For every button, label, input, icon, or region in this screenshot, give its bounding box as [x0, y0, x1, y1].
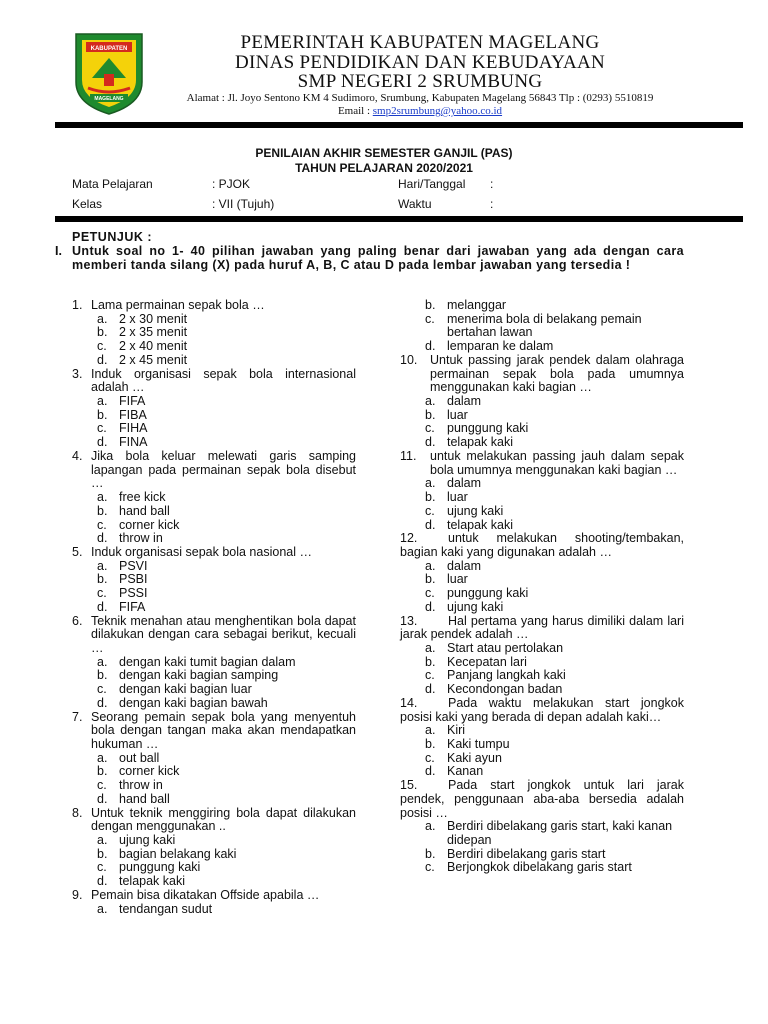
answer-option [72, 560, 356, 574]
answer-option [400, 601, 684, 615]
option-letter: d. [425, 599, 436, 614]
option-letter: d. [97, 599, 108, 614]
question-item [72, 368, 356, 450]
answer-option [400, 683, 684, 697]
question-number: 3. [72, 366, 83, 381]
option-text: Start atau pertolakan [447, 640, 564, 655]
option-letter: b. [97, 668, 108, 683]
question-item [400, 450, 684, 532]
question-text [400, 615, 684, 642]
option-letter: b. [425, 572, 436, 587]
question-number: 5. [72, 544, 83, 559]
question-item [72, 711, 356, 807]
option-letter: c. [97, 682, 107, 697]
answer-option [72, 834, 356, 848]
option-text: FIHA [119, 421, 148, 436]
question-number: 1. [72, 298, 83, 312]
question-body: Untuk passing jarak pendek dalam olahraga permainan sepak bola pada umumnya menggunakan kaki bagian … [430, 352, 684, 395]
option-text: ujung kaki [119, 833, 176, 848]
subject-label: Mata Pelajaran [72, 177, 153, 191]
email-label: Email : [337, 105, 373, 117]
question-text [72, 807, 356, 834]
option-text: telapak kaki [447, 435, 514, 450]
question-text [72, 450, 356, 491]
option-letter: a. [425, 819, 436, 834]
option-text: out ball [119, 750, 160, 765]
question-body: Seorang pemain sepak bola yang menyentuh bola dengan tangan maka akan mendapatkan hukuman … [91, 709, 356, 751]
option-text: PSBI [119, 572, 148, 587]
answer-option [72, 765, 356, 779]
question-text [400, 532, 684, 559]
answer-option [400, 505, 684, 519]
option-letter: b. [425, 654, 436, 669]
question-text [72, 546, 356, 560]
option-text: Berdiri dibelakang garis start [447, 846, 606, 861]
answer-option [72, 519, 356, 533]
subject-value: : PJOK [212, 177, 251, 191]
option-letter: c. [97, 586, 107, 601]
option-letter: a. [425, 723, 436, 738]
option-text: dengan kaki bagian samping [119, 668, 279, 683]
day-label: Hari/Tanggal [398, 177, 466, 191]
question-text [72, 711, 356, 752]
option-letter: c. [97, 517, 107, 532]
answer-option [72, 340, 356, 354]
option-text: telapak kaki [119, 874, 186, 889]
answer-option [72, 697, 356, 711]
answer-option [400, 738, 684, 752]
answer-option [400, 560, 684, 574]
question-number: 6. [72, 613, 83, 628]
option-text: hand ball [119, 791, 170, 806]
option-letter: b. [97, 764, 108, 779]
option-text: Kecepatan lari [447, 654, 527, 669]
option-letter: d. [97, 531, 108, 546]
option-text: punggung kaki [447, 586, 529, 601]
question-body: Lama permainan sepak bola … [91, 298, 265, 312]
option-letter: c. [425, 421, 435, 436]
answer-option [72, 491, 356, 505]
answer-option [72, 395, 356, 409]
option-letter: a. [425, 558, 436, 573]
option-text: dengan kaki bagian luar [119, 682, 252, 697]
option-letter: b. [97, 325, 108, 340]
answer-option [72, 875, 356, 889]
option-text: punggung kaki [119, 860, 201, 875]
question-text [400, 779, 684, 820]
email-link[interactable]: smp2srumbung@yahoo.co.id [372, 105, 503, 117]
option-text: FIFA [119, 394, 146, 409]
question-item [72, 615, 356, 711]
question-body: Pada start jongkok untuk lari jarak pendek, penggunaan aba-aba bersedia adalah posisi … [400, 778, 684, 820]
instructions-text: Untuk soal no 1- 40 pilihan jawaban yang paling benar dari jawaban yang ada dengan cara memberi tanda silang (X) pada huruf A, B, C atau D pada lembar jawaban yang tersedia ! [72, 244, 684, 272]
option-letter: d. [425, 435, 436, 450]
questions-right-column [400, 299, 684, 875]
question-text [400, 450, 684, 477]
option-text: 2 x 35 menit [119, 325, 188, 340]
answer-option [400, 477, 684, 491]
option-text: FINA [119, 435, 148, 450]
class-label: Kelas [72, 197, 103, 211]
answer-option [400, 820, 684, 847]
option-letter: a. [97, 558, 108, 573]
option-letter: b. [425, 737, 436, 751]
option-letter: d. [97, 435, 108, 450]
answer-option [72, 793, 356, 807]
answer-option [72, 436, 356, 450]
option-letter: b. [425, 846, 436, 861]
question-item [400, 697, 684, 779]
logo-text-bottom: MAGELANG [94, 96, 124, 102]
answer-option [72, 313, 356, 327]
option-letter: c. [425, 586, 435, 601]
instructions-number: I. [55, 244, 62, 258]
option-letter: a. [97, 654, 108, 669]
question-number: 9. [72, 887, 83, 902]
day-value: : [490, 177, 494, 191]
question-item [72, 807, 356, 889]
question-number: 7. [72, 709, 83, 724]
option-text: Kiri [447, 723, 466, 738]
question-number: 8. [72, 805, 83, 820]
option-text: dengan kaki tumit bagian dalam [119, 654, 296, 669]
question-text [400, 697, 684, 724]
option-text: 2 x 40 menit [119, 339, 188, 354]
exam-year: TAHUN PELAJARAN 2020/2021 [295, 161, 473, 175]
option-letter: d. [425, 517, 436, 532]
option-text: dalam [447, 476, 482, 491]
answer-option [400, 299, 684, 313]
option-text: telapak kaki [447, 517, 514, 532]
option-text: Kaki tumpu [447, 737, 510, 751]
answer-option [400, 491, 684, 505]
question-body: Untuk teknik menggiring bola dapat dilakukan dengan menggunakan .. [91, 805, 356, 834]
logo-text-top: KABUPATEN [90, 46, 128, 52]
answer-option [400, 861, 684, 875]
kabupaten-magelang-logo [72, 30, 146, 116]
answer-option [400, 765, 684, 779]
question-text [72, 368, 356, 395]
option-text: corner kick [119, 764, 180, 779]
class-value: : VII (Tujuh) [212, 197, 275, 211]
option-letter: a. [97, 901, 108, 916]
answer-option [72, 573, 356, 587]
option-text: lemparan ke dalam [447, 339, 554, 354]
question-body: Pemain bisa dikatakan Offside apabila … [91, 887, 320, 902]
option-letter: a. [97, 394, 108, 409]
option-letter: d. [97, 695, 108, 710]
option-text: corner kick [119, 517, 180, 532]
option-letter: d. [97, 874, 108, 889]
option-text: melanggar [447, 298, 507, 312]
answer-option [72, 848, 356, 862]
option-letter: d. [97, 352, 108, 367]
option-text: 2 x 30 menit [119, 311, 188, 326]
question-text [72, 615, 356, 656]
time-label: Waktu [398, 197, 432, 211]
option-letter: c. [97, 860, 107, 875]
question-number: 4. [72, 448, 83, 463]
instructions-heading: PETUNJUK : [72, 230, 153, 244]
answer-option [400, 573, 684, 587]
question-body: Pada waktu melakukan start jongkok posisi kaki yang berada di depan adalah kaki… [400, 695, 684, 724]
answer-option [400, 587, 684, 601]
question-body: Hal pertama yang harus dimiliki dalam lari jarak pendek adalah … [400, 613, 684, 642]
option-letter: a. [97, 311, 108, 326]
answer-option [72, 779, 356, 793]
option-text: luar [447, 572, 468, 587]
option-letter: c. [425, 860, 435, 875]
option-letter: a. [97, 750, 108, 765]
question-number: 14. [400, 695, 418, 710]
answer-option [400, 395, 684, 409]
option-letter: b. [97, 503, 108, 518]
answer-option [400, 313, 684, 340]
letterhead-school-name: SMP NEGERI 2 SRUMBUNG [297, 71, 543, 92]
option-text: throw in [119, 778, 163, 793]
option-letter: c. [97, 778, 107, 793]
option-text: luar [447, 490, 468, 505]
option-text: menerima bola di belakang pemain bertahan lawan [447, 311, 642, 340]
exam-title: PENILAIAN AKHIR SEMESTER GANJIL (PAS) [255, 146, 513, 160]
time-value: : [490, 197, 494, 211]
option-letter: a. [97, 833, 108, 848]
answer-option [72, 669, 356, 683]
question-body: Induk organisasi sepak bola nasional … [91, 544, 312, 559]
option-text: luar [447, 407, 468, 422]
answer-option [400, 724, 684, 738]
option-text: throw in [119, 531, 163, 546]
question-number: 12. [400, 531, 418, 546]
question-text [72, 299, 356, 313]
option-text: dalam [447, 394, 482, 409]
question-body: Induk organisasi sepak bola internasional adalah … [91, 366, 356, 395]
option-letter: a. [425, 394, 436, 409]
option-letter: d. [425, 339, 436, 354]
question-body: Jika bola keluar melewati garis samping lapangan pada permainan sepak bola disebut … [91, 448, 356, 491]
answer-option [400, 669, 684, 683]
question-item [72, 889, 356, 916]
option-text: Kaki ayun [447, 750, 502, 765]
answer-option [72, 532, 356, 546]
option-letter: b. [425, 298, 436, 312]
question-body: Teknik menahan atau menghentikan bola dapat dilakukan dengan cara sebagai berikut, kecuali … [91, 613, 356, 655]
option-text: dengan kaki bagian bawah [119, 695, 268, 710]
option-text: PSVI [119, 558, 148, 573]
answer-option [72, 861, 356, 875]
question-item [400, 615, 684, 697]
option-letter: c. [425, 668, 435, 683]
question-item [400, 532, 684, 614]
letterhead-line-2: DINAS PENDIDIKAN DAN KEBUDAYAAN [234, 52, 606, 73]
answer-option [400, 752, 684, 766]
question-number: 13. [400, 613, 418, 628]
answer-option [72, 505, 356, 519]
option-text: Kanan [447, 764, 484, 779]
header-divider [55, 216, 743, 222]
question-item [72, 450, 356, 546]
answer-option [400, 656, 684, 670]
option-letter: d. [425, 764, 436, 779]
answer-option [400, 642, 684, 656]
option-letter: b. [97, 846, 108, 861]
option-text: FIFA [119, 599, 146, 614]
question-text [400, 354, 684, 395]
question-continuation [400, 299, 684, 354]
answer-option [72, 601, 356, 615]
answer-option [72, 422, 356, 436]
option-letter: b. [97, 572, 108, 587]
option-letter: b. [425, 407, 436, 422]
option-text: dalam [447, 558, 482, 573]
option-letter: c. [425, 311, 435, 326]
answer-option [72, 409, 356, 423]
option-text: hand ball [119, 503, 170, 518]
letterhead-email-line [150, 105, 690, 117]
option-letter: c. [97, 339, 107, 354]
question-item [400, 354, 684, 450]
question-number: 11. [400, 448, 417, 463]
question-number: 10. [400, 352, 418, 367]
question-body: untuk melakukan shooting/tembakan, bagian kaki yang digunakan adalah … [400, 531, 684, 559]
option-letter: d. [97, 791, 108, 806]
question-item [400, 779, 684, 875]
question-item [72, 299, 356, 368]
option-text: Panjang langkah kaki [447, 668, 566, 683]
option-letter: c. [425, 503, 435, 518]
option-letter: a. [97, 490, 108, 505]
option-text: 2 x 45 menit [119, 352, 188, 367]
question-number: 15. [400, 778, 418, 793]
answer-option [400, 409, 684, 423]
answer-option [400, 848, 684, 862]
option-text: Berdiri dibelakang garis start, kaki kanan didepan [447, 819, 673, 848]
option-letter: c. [97, 421, 107, 436]
option-text: ujung kaki [447, 599, 504, 614]
option-letter: b. [97, 407, 108, 422]
questions-left-column [72, 299, 356, 916]
question-item [72, 546, 356, 615]
option-text: punggung kaki [447, 421, 529, 436]
answer-option [400, 436, 684, 450]
answer-option [400, 422, 684, 436]
answer-option [72, 354, 356, 368]
answer-option [400, 340, 684, 354]
option-text: Berjongkok dibelakang garis start [447, 860, 632, 875]
option-text: PSSI [119, 586, 148, 601]
option-letter: a. [425, 640, 436, 655]
option-letter: b. [425, 490, 436, 505]
answer-option [72, 326, 356, 340]
answer-option [400, 519, 684, 533]
question-body: untuk melakukan passing jauh dalam sepak bola umumnya menggunakan kaki bagian … [430, 448, 684, 477]
option-text: FIBA [119, 407, 147, 422]
answer-option [72, 752, 356, 766]
option-text: tendangan sudut [119, 901, 213, 916]
question-text [72, 889, 356, 903]
letterhead-divider [55, 122, 743, 128]
answer-option [72, 903, 356, 917]
option-text: bagian belakang kaki [119, 846, 237, 861]
answer-option [72, 656, 356, 670]
answer-option [72, 587, 356, 601]
option-text: ujung kaki [447, 503, 504, 518]
option-text: Kecondongan badan [447, 682, 563, 697]
option-letter: c. [425, 750, 435, 765]
answer-option [72, 683, 356, 697]
letterhead-line-1: PEMERINTAH KABUPATEN MAGELANG [240, 32, 600, 53]
letterhead-address: Alamat : Jl. Joyo Sentono KM 4 Sudimoro, Srumbung, Kabupaten Magelang 56843 Tlp : (0293) 5510819 [186, 92, 654, 104]
option-letter: d. [425, 682, 436, 697]
option-text: free kick [119, 490, 166, 505]
option-letter: a. [425, 476, 436, 491]
